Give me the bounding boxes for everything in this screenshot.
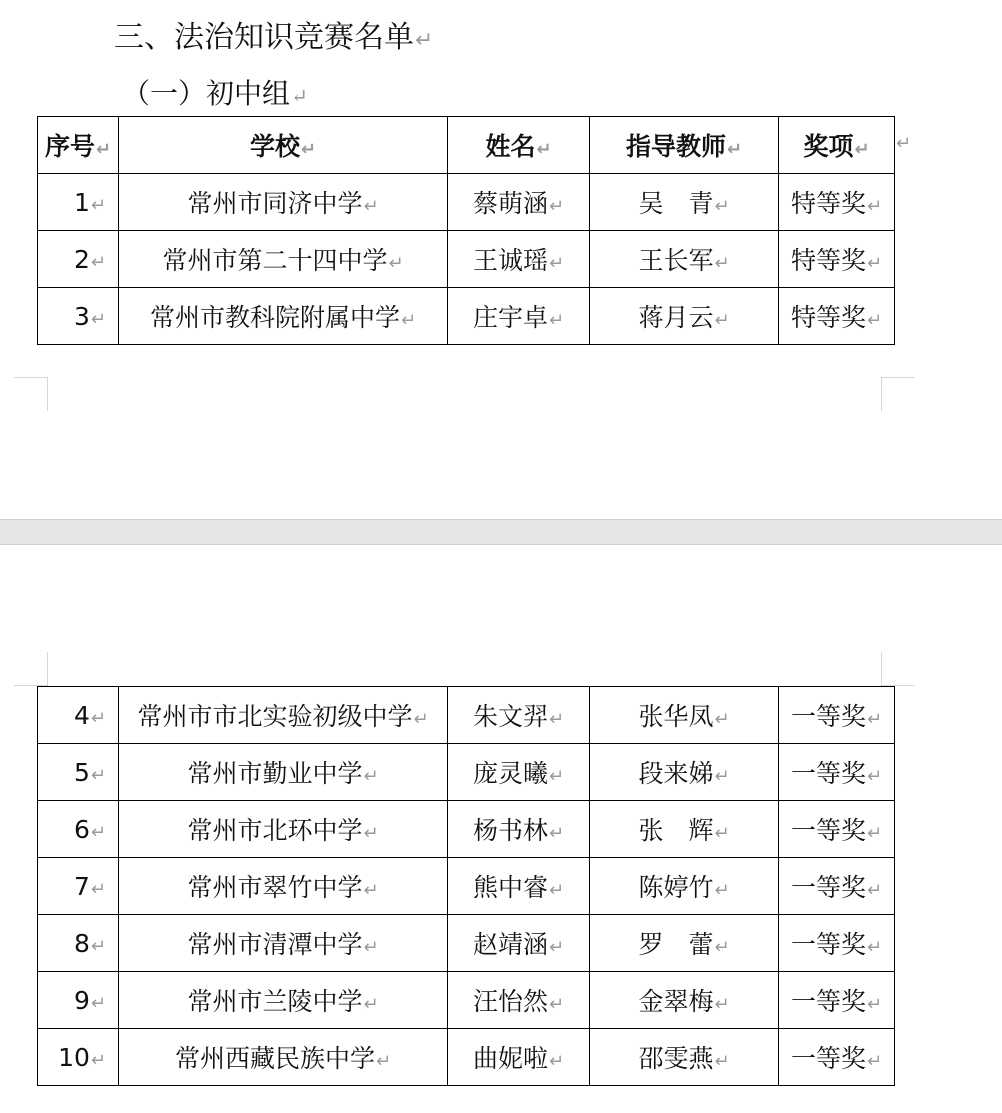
- cell-name: 王诚瑶↵: [448, 231, 590, 288]
- paragraph-mark-icon: ↵: [363, 823, 379, 844]
- paragraph-mark-icon: ↵: [90, 308, 106, 330]
- paragraph-mark-icon: ↵: [866, 1051, 883, 1072]
- cell-teacher: 吴 青↵: [590, 174, 779, 231]
- cell-award: 一等奖↵: [779, 972, 895, 1029]
- paragraph-mark-icon: ↵: [548, 709, 565, 730]
- paragraph-mark-icon: ↵: [866, 937, 883, 958]
- cell-school: 常州市兰陵中学↵: [119, 972, 448, 1029]
- cell-school: 常州市翠竹中学↵: [119, 858, 448, 915]
- cell-school: 常州市勤业中学↵: [119, 744, 448, 801]
- cell-award: 一等奖↵: [779, 858, 895, 915]
- table-row: [38, 231, 895, 288]
- cell-school: 常州市北环中学↵: [119, 801, 448, 858]
- paragraph-mark-icon: ↵: [363, 994, 379, 1015]
- paragraph-mark-icon: ↵: [90, 707, 106, 729]
- paragraph-mark-icon: ↵: [400, 310, 417, 331]
- paragraph-mark-icon: ↵: [363, 880, 379, 901]
- paragraph-mark-icon: ↵: [90, 878, 106, 900]
- paragraph-mark-icon: ↵: [90, 194, 106, 216]
- paragraph-mark-icon: ↵: [90, 764, 106, 786]
- crop-mark-icon: [881, 377, 915, 411]
- cell-index: 3↵: [38, 288, 119, 345]
- table-row: [38, 915, 895, 972]
- paragraph-mark-icon: ↵: [548, 310, 565, 331]
- paragraph-mark-icon: ↵: [90, 1049, 106, 1071]
- cell-award: 一等奖↵: [779, 915, 895, 972]
- section-heading-text: 三、法治知识竞赛名单: [114, 20, 414, 55]
- paragraph-mark-icon: ↵: [388, 253, 404, 274]
- cell-school: 常州市第二十四中学↵: [119, 231, 448, 288]
- cell-name: 汪怡然↵: [448, 972, 590, 1029]
- paragraph-mark-icon: ↵: [714, 880, 730, 901]
- paragraph-mark-icon: ↵: [866, 196, 883, 217]
- table-row: [38, 1029, 895, 1086]
- cell-name: 蔡萌涵↵: [448, 174, 590, 231]
- cell-name: 朱文羿↵: [448, 687, 590, 744]
- cell-name: 杨书林↵: [448, 801, 590, 858]
- header-index: 序号↵: [38, 117, 119, 174]
- paragraph-mark-icon: ↵: [415, 28, 434, 53]
- table-row: [38, 687, 895, 744]
- header-teacher: 指导教师↵: [590, 117, 779, 174]
- cell-index: 2↵: [38, 231, 119, 288]
- cell-teacher: 段来娣↵: [590, 744, 779, 801]
- subsection-heading: [122, 74, 308, 116]
- crop-mark-icon: [14, 652, 48, 686]
- paragraph-mark-icon: ↵: [866, 766, 883, 787]
- paragraph-mark-icon: ↵: [548, 880, 565, 901]
- paragraph-mark-icon: ↵: [291, 84, 308, 108]
- table-row: [38, 801, 895, 858]
- cell-award: 一等奖↵: [779, 744, 895, 801]
- page-break-gap: [0, 519, 1002, 545]
- cell-name: 庞灵曦↵: [448, 744, 590, 801]
- cell-school: 常州市同济中学↵: [119, 174, 448, 231]
- cell-teacher: 邵雯燕↵: [590, 1029, 779, 1086]
- paragraph-mark-icon: ↵: [866, 310, 883, 331]
- paragraph-mark-icon: ↵: [866, 994, 883, 1015]
- section-heading: [114, 18, 433, 61]
- cell-award: 一等奖↵: [779, 801, 895, 858]
- cell-name: 赵靖涵↵: [448, 915, 590, 972]
- paragraph-mark-icon: ↵: [714, 994, 730, 1015]
- cell-index: 8↵: [38, 915, 119, 972]
- paragraph-mark-icon: ↵: [548, 196, 565, 217]
- paragraph-mark-icon: ↵: [363, 766, 379, 787]
- cell-name: 熊中睿↵: [448, 858, 590, 915]
- table-row: [38, 858, 895, 915]
- paragraph-mark-icon: ↵: [548, 994, 565, 1015]
- cell-index: 10↵: [38, 1029, 119, 1086]
- cell-name: 曲妮啦↵: [448, 1029, 590, 1086]
- cell-teacher: 罗 蕾↵: [590, 915, 779, 972]
- cell-award: 特等奖↵: [779, 174, 895, 231]
- paragraph-mark-icon: ↵: [714, 766, 730, 787]
- cell-index: 4↵: [38, 687, 119, 744]
- cell-school: 常州市清潭中学↵: [119, 915, 448, 972]
- paragraph-mark-icon: ↵: [714, 196, 730, 217]
- header-school: 学校↵: [119, 117, 448, 174]
- cell-teacher: 金翠梅↵: [590, 972, 779, 1029]
- crop-mark-icon: [14, 377, 48, 411]
- cell-teacher: 王长军↵: [590, 231, 779, 288]
- paragraph-mark-icon: ↵: [90, 935, 106, 957]
- cell-award: 一等奖↵: [779, 1029, 895, 1086]
- paragraph-mark-icon: ↵: [363, 937, 379, 958]
- cell-index: 6↵: [38, 801, 119, 858]
- cell-award: 特等奖↵: [779, 288, 895, 345]
- table-row: [38, 174, 895, 231]
- cell-school: 常州西藏民族中学↵: [119, 1029, 448, 1086]
- paragraph-mark-icon: ↵: [90, 251, 106, 273]
- paragraph-mark-icon: ↵: [548, 823, 565, 844]
- results-table-page-2: [37, 686, 895, 1086]
- paragraph-mark-icon: ↵: [714, 253, 730, 274]
- paragraph-mark-icon: ↵: [363, 196, 379, 217]
- paragraph-mark-icon: ↵: [866, 823, 883, 844]
- crop-mark-icon: [881, 652, 915, 686]
- table-row: [38, 744, 895, 801]
- table-row: [38, 288, 895, 345]
- paragraph-mark-icon: ↵: [866, 709, 883, 730]
- cell-teacher: 陈婷竹↵: [590, 858, 779, 915]
- cell-school: 常州市教科院附属中学↵: [119, 288, 448, 345]
- cell-award: 一等奖↵: [779, 687, 895, 744]
- paragraph-mark-icon: ↵: [90, 992, 106, 1014]
- table-header-row: [38, 117, 895, 174]
- paragraph-mark-icon: ↵: [714, 709, 730, 730]
- cell-index: 5↵: [38, 744, 119, 801]
- paragraph-mark-icon: ↵: [714, 310, 730, 331]
- paragraph-mark-icon: ↵: [548, 766, 565, 787]
- paragraph-mark-icon: ↵: [548, 1051, 565, 1072]
- cell-index: 1↵: [38, 174, 119, 231]
- cell-award: 特等奖↵: [779, 231, 895, 288]
- cell-index: 7↵: [38, 858, 119, 915]
- table-row: [38, 972, 895, 1029]
- cell-teacher: 张 辉↵: [590, 801, 779, 858]
- paragraph-mark-icon: ↵: [866, 253, 883, 274]
- paragraph-mark-icon: ↵: [714, 1051, 730, 1072]
- cell-index: 9↵: [38, 972, 119, 1029]
- paragraph-mark-icon: ↵: [714, 823, 730, 844]
- cell-teacher: 张华凤↵: [590, 687, 779, 744]
- cell-teacher: 蒋月云↵: [590, 288, 779, 345]
- paragraph-mark-icon: ↵: [866, 880, 883, 901]
- cell-school: 常州市市北实验初级中学↵: [119, 687, 448, 744]
- subsection-heading-text: （一）初中组: [122, 77, 291, 110]
- header-award: 奖项↵: [779, 117, 895, 174]
- header-name: 姓名↵: [448, 117, 590, 174]
- paragraph-mark-icon: ↵: [548, 253, 565, 274]
- paragraph-mark-icon: ↵: [375, 1051, 392, 1072]
- cell-name: 庄宇卓↵: [448, 288, 590, 345]
- results-table-page-1: [37, 116, 895, 345]
- row-end-mark-icon: ↵: [896, 133, 912, 154]
- paragraph-mark-icon: ↵: [413, 709, 429, 730]
- paragraph-mark-icon: ↵: [714, 937, 730, 958]
- paragraph-mark-icon: ↵: [548, 937, 565, 958]
- paragraph-mark-icon: ↵: [90, 821, 106, 843]
